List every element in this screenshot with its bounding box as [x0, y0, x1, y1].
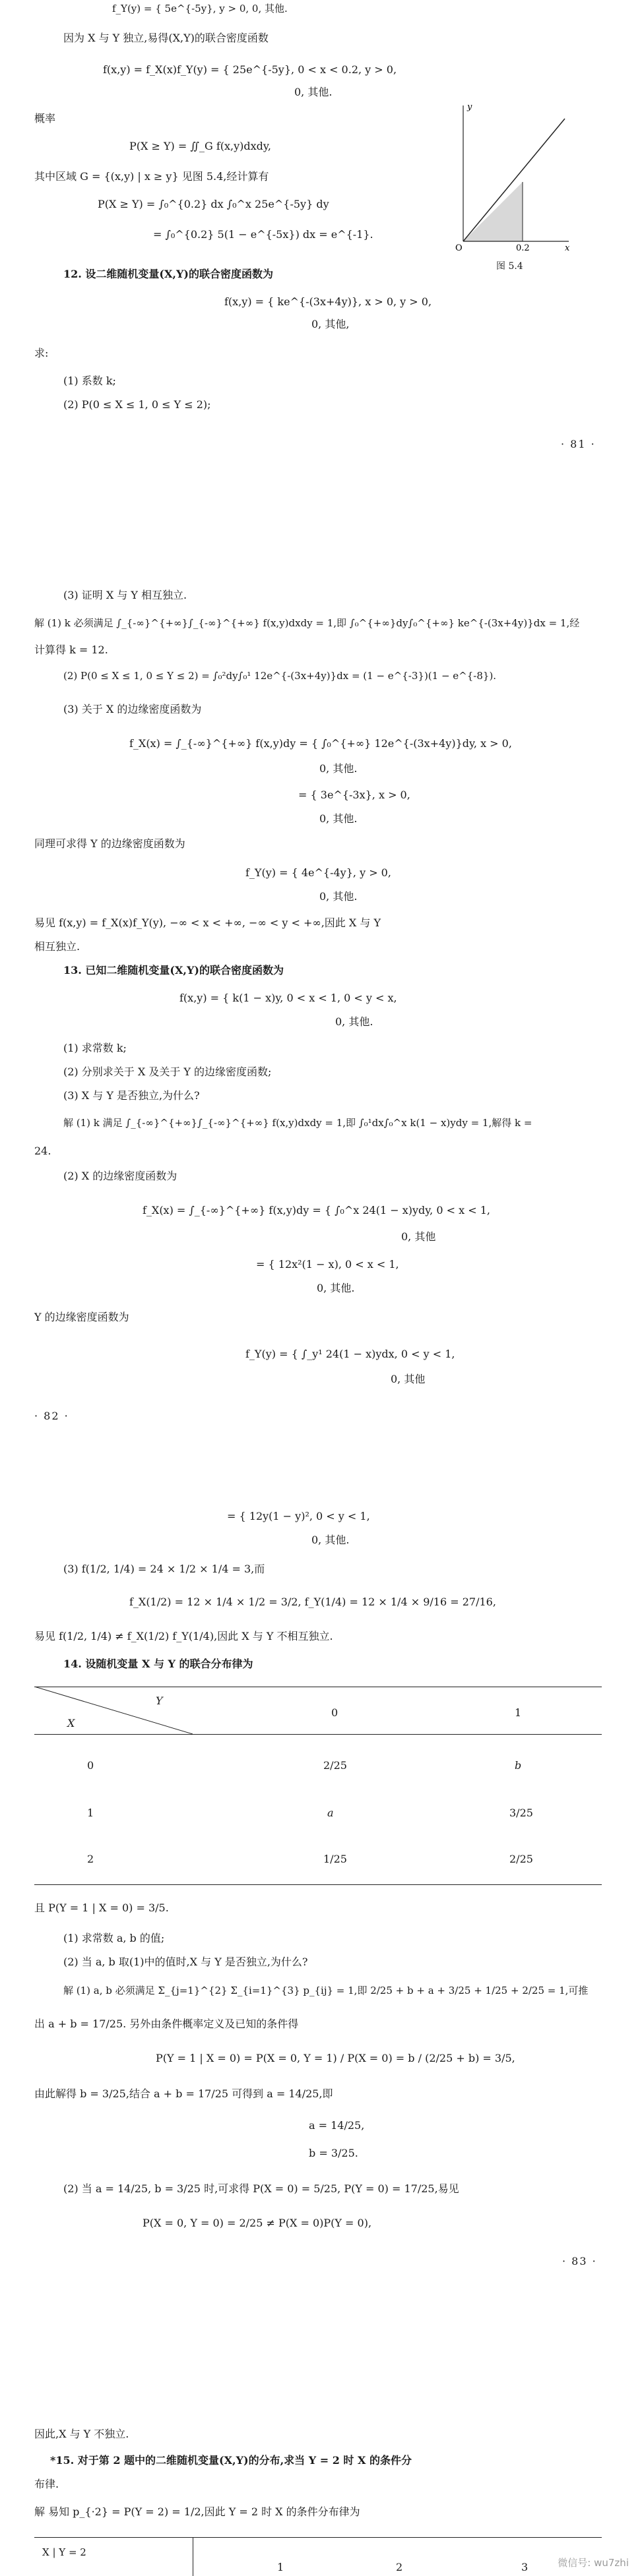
text-line: 概率 [34, 112, 56, 125]
formula: 0, 其他. [311, 1534, 350, 1546]
formula: 0, 其他. [319, 890, 358, 903]
text-line: 求: [34, 347, 49, 359]
watermark: 微信号: wu7zhi [558, 2557, 629, 2569]
y-axis-label: y [467, 102, 472, 112]
formula: = { 3e^{-3x}, x > 0, [298, 789, 410, 801]
table-cell: 3/25 [509, 1807, 533, 1819]
text-line: (3) 证明 X 与 Y 相互独立. [63, 589, 187, 601]
problem-12 [63, 268, 273, 280]
page-number: · 81 · [561, 438, 596, 450]
figure-5-4 [449, 99, 574, 251]
solution-line: (2) P(0 ≤ X ≤ 1, 0 ≤ Y ≤ 2) = ∫₀²dy∫₀¹ 12e^{-(3x+4y)}dx = (1 − e^{-3})(1 − e^{-8}). [63, 670, 497, 682]
formula: P(X = 0, Y = 0) = 2/25 ≠ P(X = 0)P(Y = 0), [143, 2217, 372, 2229]
table-cell: b [515, 1759, 522, 1772]
formula: 0, 其他. [319, 812, 358, 825]
table-cell: 2/25 [509, 1853, 533, 1865]
text-line: 出 a + b = 17/25. 另外由条件概率定义及已知的条件得 [34, 2018, 299, 2030]
formula: 0, 其他 [401, 1230, 436, 1243]
x-tick-label: 0.2 [516, 243, 530, 251]
formula: = { 12x²(1 − x), 0 < x < 1, [256, 1258, 399, 1271]
formula: P(X ≥ Y) = ∫₀^{0.2} dx ∫₀^x 25e^{-5y} dy [98, 198, 329, 210]
problem-14: 14. 设随机变量 X 与 Y 的联合分布律为 [63, 1658, 253, 1670]
formula: f(x,y) = { k(1 − x)y, 0 < x < 1, 0 < y < x, [179, 992, 397, 1004]
table-cell: 1/25 [323, 1853, 347, 1865]
text-line: (3) 关于 X 的边缘密度函数为 [63, 703, 202, 715]
text-line: (2) P(0 ≤ X ≤ 1, 0 ≤ Y ≤ 2); [63, 398, 211, 411]
table-row-header: X [67, 1717, 75, 1729]
text-line: (2) 当 a, b 取(1)中的值时,X 与 Y 是否独立,为什么? [63, 1956, 308, 1968]
formula: f(x,y) = { ke^{-(3x+4y)}, x > 0, y > 0, [224, 295, 432, 308]
formula: b = 3/25. [309, 2147, 358, 2159]
problem-13: 13. 已知二维随机变量(X,Y)的联合密度函数为 [63, 964, 284, 976]
table-col-header: Y [156, 1694, 163, 1707]
table-bottom-rule [34, 1884, 602, 1885]
formula: 0, 其他. [317, 1282, 355, 1294]
problem-text: 12. 设二维随机变量(X,Y)的联合密度函数为 [63, 268, 273, 280]
page-number: · 83 · [562, 2255, 597, 2267]
problem-15: *15. 对于第 2 题中的二维随机变量(X,Y)的分布,求当 Y = 2 时 X 的条件分 [50, 2454, 412, 2467]
text-line: 同理可求得 Y 的边缘密度函数为 [34, 837, 185, 850]
formula: f_Y(y) = { 4e^{-4y}, y > 0, [245, 866, 391, 879]
table-cell: 2/25 [323, 1759, 347, 1772]
figure-caption: 图 5.4 [496, 261, 523, 272]
text-line: (1) 求常数 a, b 的值; [63, 1932, 165, 1944]
table-col-label: 3 [521, 2561, 529, 2573]
text-line: 易见 f(1/2, 1/4) ≠ f_X(1/2) f_Y(1/4),因此 X 与 Y 不相互独立. [34, 1630, 333, 1642]
formula: f_X(1/2) = 12 × 1/4 × 1/2 = 3/2, f_Y(1/4) = 12 × 1/4 × 9/16 = 27/16, [129, 1596, 496, 1608]
formula: f_Y(y) = { ∫_y¹ 24(1 − x)ydx, 0 < y < 1, [245, 1348, 455, 1360]
text-line: 因此,X 与 Y 不独立. [34, 2428, 129, 2440]
formula: 0, 其他. [294, 86, 333, 98]
table-row-label: 1 [87, 1807, 94, 1819]
text-line: 布律. [34, 2478, 59, 2490]
table-top-rule [34, 2537, 602, 2538]
formula: 0, 其他. [335, 1015, 373, 1028]
formula: P(X ≥ Y) = ∬_G f(x,y)dxdy, [129, 140, 271, 152]
text-line: (2) X 的边缘密度函数为 [63, 1170, 177, 1182]
table-cell: a [327, 1807, 334, 1819]
solution-line: 解 (1) k 满足 ∫_{-∞}^{+∞}∫_{-∞}^{+∞} f(x,y)dxdy = 1,即 ∫₀¹dx∫₀^x k(1 − x)ydy = 1,解得 k = [63, 1117, 532, 1129]
table-col-label: 1 [515, 1706, 522, 1719]
formula: 0, 其他, [311, 318, 350, 330]
x-axis-label: x [565, 243, 570, 251]
table-row-label: 2 [87, 1853, 94, 1865]
table-col-label: 2 [396, 2561, 403, 2573]
text-line: (1) 求常数 k; [63, 1042, 127, 1054]
table-row-header: X | Y = 2 [42, 2546, 86, 2558]
text-line: 且 P(Y = 1 | X = 0) = 3/5. [34, 1902, 169, 1914]
text-line: (3) X 与 Y 是否独立,为什么? [63, 1089, 200, 1102]
text-line: (2) 当 a = 14/25, b = 3/25 时,可求得 P(X = 0) = 5/25, P(Y = 0) = 17/25,易见 [63, 2182, 459, 2195]
text-line: 其中区域 G = {(x,y) | x ≥ y} 见图 5.4,经计算有 [34, 170, 269, 183]
text-line: 易见 f(x,y) = f_X(x)f_Y(y), −∞ < x < +∞, −∞ < y < +∞,因此 X 与 Y [34, 916, 381, 929]
text-line: Y 的边缘密度函数为 [34, 1311, 129, 1323]
text-line: (1) 系数 k; [63, 374, 116, 387]
origin-label: O [455, 243, 463, 251]
text-line: 相互独立. [34, 940, 80, 953]
formula: 0, 其他 [391, 1373, 426, 1385]
formula: P(Y = 1 | X = 0) = P(X = 0, Y = 1) / P(X = 0) = b / (2/25 + b) = 3/5, [156, 2052, 515, 2064]
table-col-label: 0 [331, 1706, 338, 1719]
formula: a = 14/25, [309, 2119, 365, 2132]
text-line: (2) 分别求关于 X 及关于 Y 的边缘密度函数; [63, 1065, 272, 1078]
solution-line: 解 (1) k 必须满足 ∫_{-∞}^{+∞}∫_{-∞}^{+∞} f(x,y)dxdy = 1,即 ∫₀^{+∞}dy∫₀^{+∞} ke^{-(3x+4y)}dx = 1,经 [34, 617, 580, 629]
text-line: f_Y(y) = { 5e^{-5y}, y > 0, 0, 其他. [112, 3, 288, 15]
solution-line: 解 (1) a, b 必须满足 Σ_{j=1}^{2} Σ_{i=1}^{3} p_{ij} = 1,即 2/25 + b + a + 3/25 + 1/25 + 2/25 = 1,可推 [63, 1985, 589, 1996]
solution-line: 解 易知 p_{·2} = P(Y = 2) = 1/2,因此 Y = 2 时 X 的条件分布律为 [34, 2505, 360, 2518]
text-line: 由此解得 b = 3/25,结合 a + b = 17/25 可得到 a = 14/25,即 [34, 2087, 333, 2100]
formula: = ∫₀^{0.2} 5(1 − e^{-5x}) dx = e^{-1}. [153, 228, 373, 241]
formula: = { 12y(1 − y)², 0 < y < 1, [227, 1510, 370, 1522]
formula: f(x,y) = f_X(x)f_Y(y) = { 25e^{-5y}, 0 < x < 0.2, y > 0, [103, 63, 397, 76]
table-row-label: 0 [87, 1759, 94, 1772]
table-col-label: 1 [277, 2561, 284, 2573]
text-line: 计算得 k = 12. [34, 644, 108, 656]
formula: 0, 其他. [319, 762, 358, 775]
page-number: · 82 · [34, 1410, 69, 1422]
table-diagonal [34, 1687, 193, 1734]
text-line: 因为 X 与 Y 独立,易得(X,Y)的联合密度函数 [63, 32, 269, 44]
formula: f_X(x) = ∫_{-∞}^{+∞} f(x,y)dy = { ∫₀^x 24(1 − x)ydy, 0 < x < 1, [143, 1204, 490, 1216]
formula: f_X(x) = ∫_{-∞}^{+∞} f(x,y)dy = { ∫₀^{+∞} 12e^{-(3x+4y)}dy, x > 0, [129, 737, 512, 750]
text-line: 24. [34, 1145, 51, 1157]
table-header-rule [34, 1734, 602, 1735]
formula: (3) f(1/2, 1/4) = 24 × 1/2 × 1/4 = 3,而 [63, 1563, 265, 1575]
